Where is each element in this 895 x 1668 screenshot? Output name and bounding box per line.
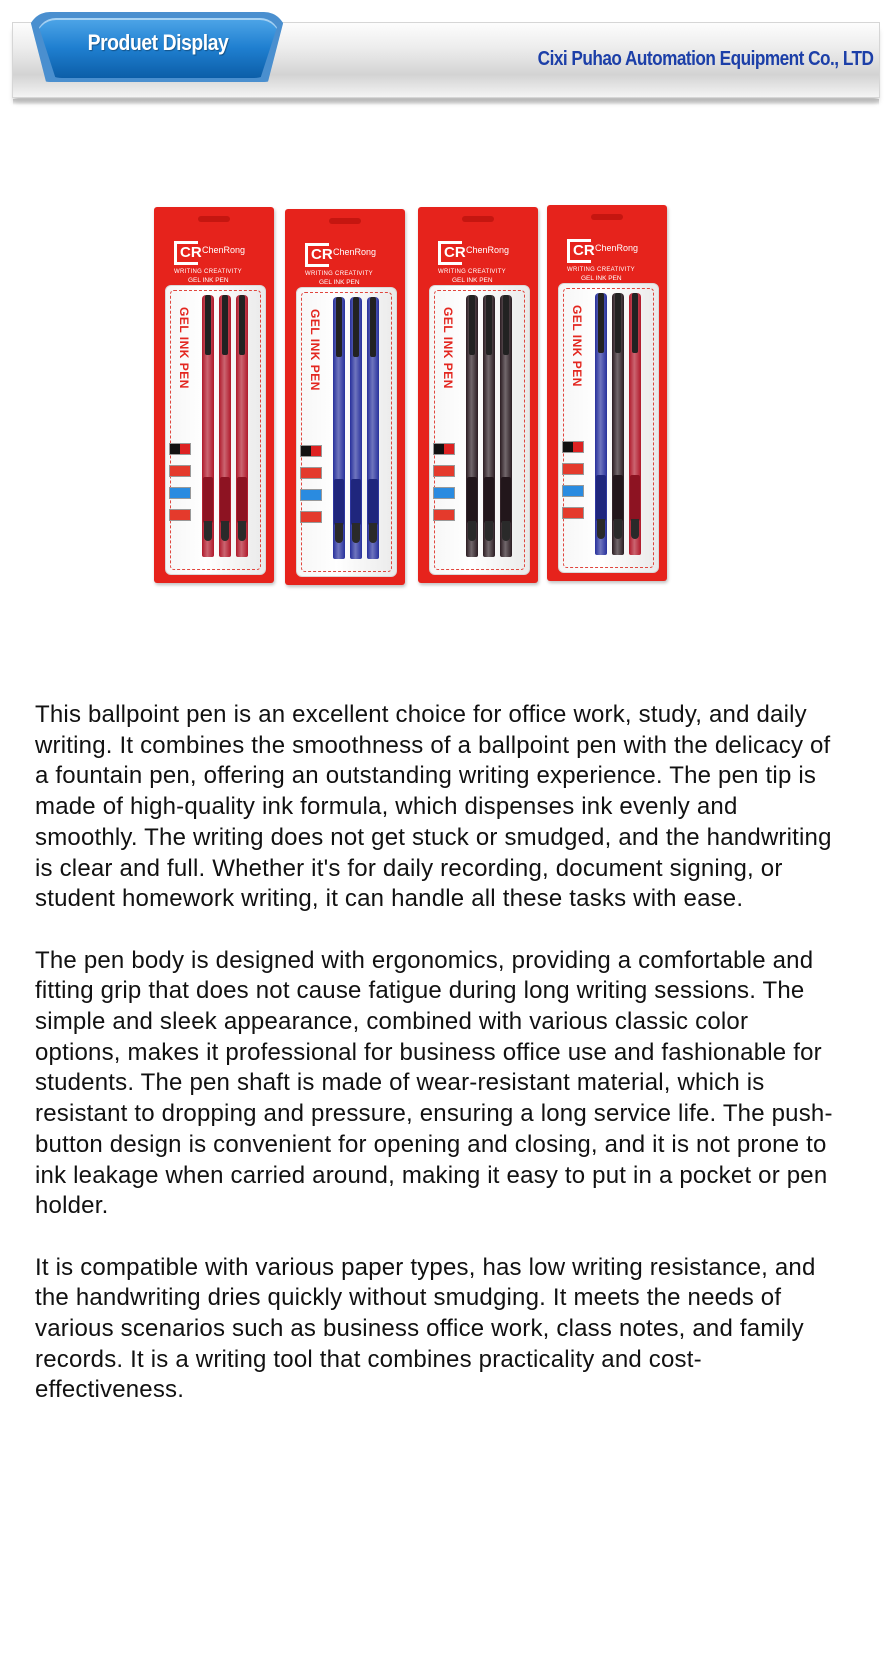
brand-tagline: WRITING CREATIVITY — [305, 271, 373, 277]
hang-hole — [198, 216, 230, 222]
pen-grip — [368, 479, 378, 525]
brand-mark: CR — [305, 243, 329, 267]
brand-logo — [567, 239, 651, 282]
package-vertical-text: GEL INK PEN — [570, 305, 584, 387]
description-paragraph-2: The pen body is designed with ergonomics, providing a comfortable and fitting grip that does not cause fatigue during long writing sessions. The simple and sleek appearance, combined with various classic color options, makes it professional for business office use and fashionable for students. The pen shaft is made of wear-resistant material, which is resistant to dropping and pressure, ensuring a long service life. The push-button design is convenient for opening and closing, and it is not prone to ink leakage when carried around, making it easy to put in a pocket or pen holder. — [35, 946, 833, 1220]
pen-tip — [502, 521, 510, 541]
brand-name: ChenRong — [466, 245, 510, 255]
pen-tip — [221, 521, 229, 541]
pen-clip — [336, 297, 342, 357]
color-swatches — [562, 441, 584, 529]
brand-mark: CR — [567, 239, 591, 263]
swatch — [300, 467, 322, 479]
pen-tip — [369, 523, 377, 543]
company-name: Cixi Puhao Automation Equipment Co., LTD — [537, 48, 873, 70]
pen-grip — [501, 477, 511, 523]
pen-grip — [613, 475, 623, 521]
hang-hole — [329, 218, 361, 224]
brand-logo — [305, 243, 389, 286]
pen-clip — [205, 295, 211, 355]
pen — [629, 293, 641, 555]
pen-package-card — [154, 207, 274, 583]
product-display-label: Produet Display — [87, 30, 229, 55]
pen-tip — [204, 521, 212, 541]
pen-tip — [468, 521, 476, 541]
swatch — [169, 509, 191, 521]
pen — [466, 295, 478, 557]
swatch — [169, 443, 191, 455]
pen — [612, 293, 624, 555]
pen-package-card — [418, 207, 538, 583]
pen — [236, 295, 248, 557]
pen-grip — [334, 479, 344, 525]
pen-grip — [203, 477, 213, 523]
swatch — [433, 509, 455, 521]
pen — [500, 295, 512, 557]
pen-clip — [353, 297, 359, 357]
package-vertical-text: GEL INK PEN — [441, 307, 455, 389]
package-vertical-text: GEL INK PEN — [177, 307, 191, 389]
product-description — [35, 700, 835, 1437]
pen-clip — [503, 295, 509, 355]
brand-subtitle: GEL INK PEN — [581, 275, 622, 282]
pen-tip — [485, 521, 493, 541]
brand-logo — [438, 241, 522, 284]
swatch — [562, 507, 584, 519]
brand-tagline: WRITING CREATIVITY — [174, 269, 242, 275]
swatch — [300, 489, 322, 501]
pen-grip — [630, 475, 640, 521]
pen-tip — [238, 521, 246, 541]
pen — [219, 295, 231, 557]
pen-grip — [596, 475, 606, 521]
swatch — [562, 485, 584, 497]
product-image — [150, 205, 680, 590]
pen-clip — [222, 295, 228, 355]
pen-clip — [598, 293, 604, 353]
swatch — [562, 463, 584, 475]
pen-grip — [237, 477, 247, 523]
pen — [483, 295, 495, 557]
color-swatches — [433, 443, 455, 531]
pen-tip — [597, 519, 605, 539]
pen-grip — [351, 479, 361, 525]
pen-grip — [220, 477, 230, 523]
pen-grip — [484, 477, 494, 523]
brand-mark: CR — [174, 241, 198, 265]
pen-package-card — [285, 209, 405, 585]
pen-clip — [615, 293, 621, 353]
pen — [202, 295, 214, 557]
pen — [350, 297, 362, 559]
color-swatches — [169, 443, 191, 531]
description-paragraph-3: It is compatible with various paper types, has low writing resistance, and the handwriting dries quickly without smudging. It meets the needs of various scenarios such as business office work, class notes, and family records. It is a writing tool that combines practicality and cost-effectiveness. — [35, 1253, 816, 1404]
pen — [367, 297, 379, 559]
swatch — [300, 445, 322, 457]
swatch — [300, 511, 322, 523]
hang-hole — [591, 214, 623, 220]
brand-tagline: WRITING CREATIVITY — [567, 267, 635, 273]
pen-clip — [469, 295, 475, 355]
brand-mark: CR — [438, 241, 462, 265]
pen-tip — [335, 523, 343, 543]
swatch — [562, 441, 584, 453]
package-vertical-text: GEL INK PEN — [308, 309, 322, 391]
brand-logo — [174, 241, 258, 284]
brand-name: ChenRong — [333, 247, 377, 257]
pen-package-card — [547, 205, 667, 581]
brand-name: ChenRong — [595, 243, 639, 253]
pen-clip — [239, 295, 245, 355]
pen-clip — [632, 293, 638, 353]
pen-clip — [370, 297, 376, 357]
swatch — [433, 487, 455, 499]
brand-subtitle: GEL INK PEN — [188, 277, 229, 284]
brand-tagline: WRITING CREATIVITY — [438, 269, 506, 275]
pen-tip — [631, 519, 639, 539]
swatch — [433, 465, 455, 477]
description-paragraph-1: This ballpoint pen is an excellent choice for office work, study, and daily writing. It combines the smoothness of a ballpoint pen with the delicacy of a fountain pen, offering an outstanding writing experience. The pen tip is made of high-quality ink formula, which dispenses ink evenly and smoothly. The writing does not get stuck or smudged, and the handwriting is clear and full. Whether it's for daily recording, document signing, or student homework writing, it can handle all these tasks with ease. — [35, 701, 832, 913]
color-swatches — [300, 445, 322, 533]
brand-subtitle: GEL INK PEN — [452, 277, 493, 284]
pen-clip — [486, 295, 492, 355]
pen-tip — [352, 523, 360, 543]
pen-grip — [467, 477, 477, 523]
pen-tip — [614, 519, 622, 539]
swatch — [169, 487, 191, 499]
brand-name: ChenRong — [202, 245, 246, 255]
swatch — [433, 443, 455, 455]
hang-hole — [462, 216, 494, 222]
brand-subtitle: GEL INK PEN — [319, 279, 360, 286]
swatch — [169, 465, 191, 477]
pen — [333, 297, 345, 559]
pen — [595, 293, 607, 555]
